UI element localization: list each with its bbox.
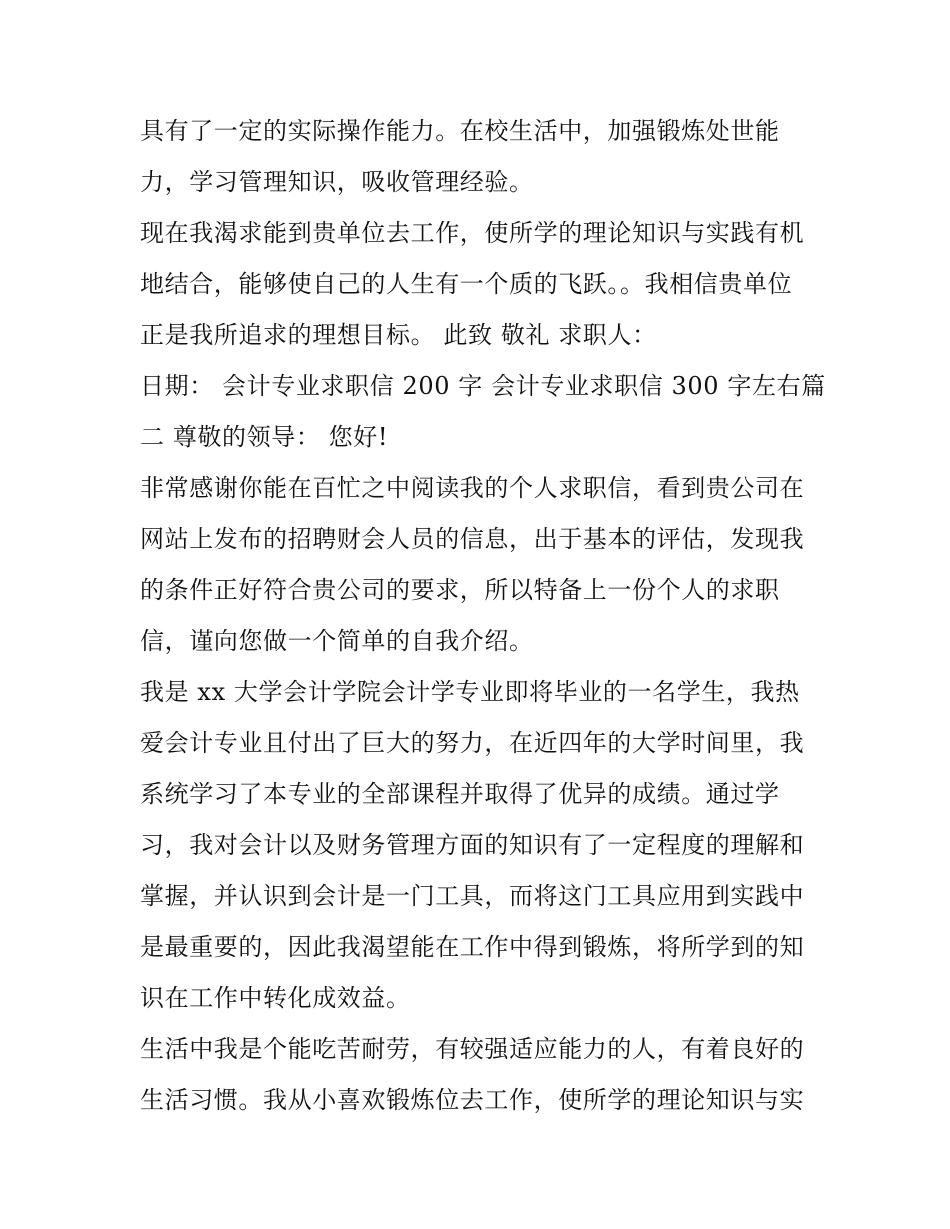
text-line: 掌握，并认识到会计是一门工具，而将这门工具应用到实践中	[140, 882, 805, 910]
text-line: 系统学习了本专业的全部课程并取得了优异的成绩。通过学	[140, 780, 780, 808]
text-line: 正是我所追求的理想目标。 此致 敬礼 求职人：	[140, 321, 657, 349]
text-line: 二 尊敬的领导： 您好!	[140, 423, 389, 451]
text-line: 地结合，能够使自己的人生有一个质的飞跃。。我相信贵单位	[140, 270, 793, 298]
text-line: 现在我渴求能到贵单位去工作，使所学的理论知识与实践有机	[140, 219, 805, 247]
text-line: 具有了一定的实际操作能力。在校生活中，加强锻炼处世能	[140, 117, 780, 145]
text-line: 信，谨向您做一个简单的自我介绍。	[140, 627, 534, 655]
text-line: 习，我对会计以及财务管理方面的知识有了一定程度的理解和	[140, 831, 805, 859]
text-line: 非常感谢你能在百忙之中阅读我的个人求职信，看到贵公司在	[140, 474, 805, 502]
body-text	[140, 106, 830, 1126]
text-line: 是最重要的，因此我渴望能在工作中得到锻炼，将所学到的知	[140, 933, 805, 961]
text-line: 日期： 会计专业求职信 200 字 会计专业求职信 300 字左右篇	[140, 372, 826, 400]
text-line: 识在工作中转化成效益。	[140, 984, 411, 1012]
text-line: 生活习惯。我从小喜欢锻炼位去工作，使所学的理论知识与实	[140, 1086, 805, 1114]
text-line: 网站上发布的招聘财会人员的信息，出于基本的评估，发现我	[140, 525, 805, 553]
text-line: 爱会计专业且付出了巨大的努力，在近四年的大学时间里，我	[140, 729, 805, 757]
text-line: 力，学习管理知识，吸收管理经验。	[140, 168, 534, 196]
text-line: 我是 xx 大学会计学院会计学专业即将毕业的一名学生，我热	[140, 678, 800, 706]
text-line: 生活中我是个能吃苦耐劳，有较强适应能力的人，有着良好的	[140, 1035, 805, 1063]
text-line: 的条件正好符合贵公司的要求，所以特备上一份个人的求职	[140, 576, 780, 604]
